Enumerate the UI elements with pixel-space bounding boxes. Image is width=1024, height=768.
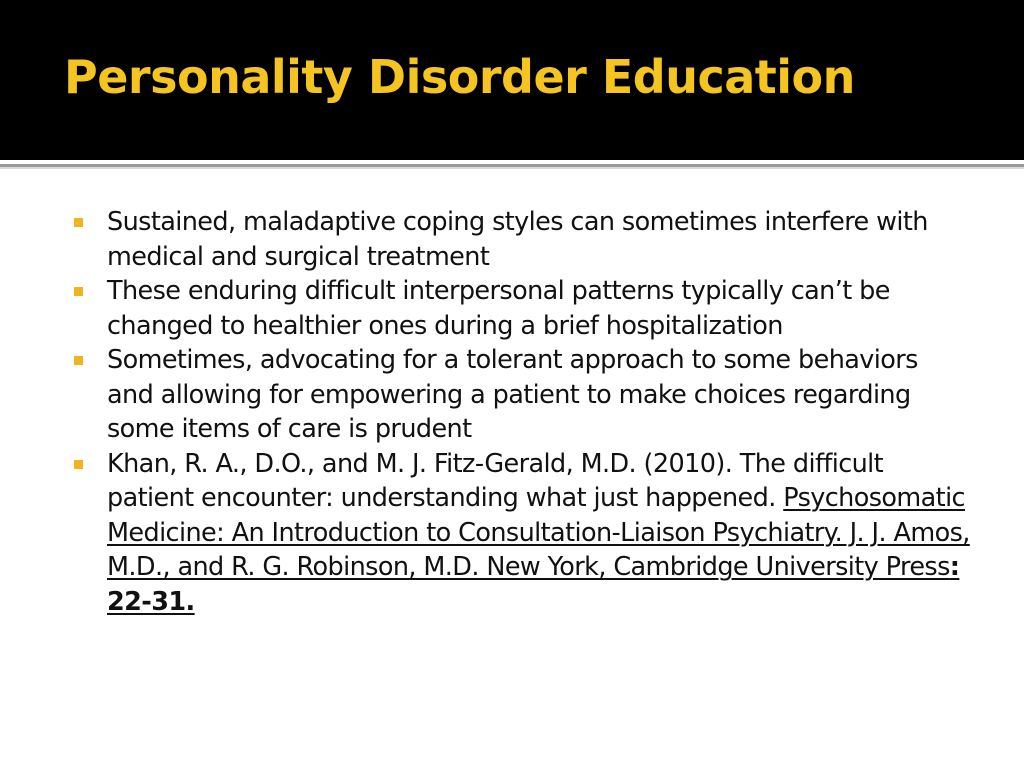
bullet-text: These enduring difficult interpersonal patterns typically can’t be changed to healthier ones during a brief hospitalization [107, 276, 890, 341]
title-divider-bottom [0, 167, 1024, 169]
bullet-item-interpersonal-patterns [70, 274, 970, 343]
reference-pages: : 22-31. [107, 552, 960, 617]
bullet-text: Sustained, maladaptive coping styles can sometimes interfere with medical and surgical treatment [107, 207, 928, 272]
bullet-item-coping-styles [70, 205, 970, 274]
title-bar [0, 0, 1024, 160]
square-bullet-icon [74, 287, 83, 296]
square-bullet-icon [74, 356, 83, 365]
reference-book-link[interactable]: Psychosomatic Medicine: An Introduction to Consultation-Liaison Psychiatry. J. J. Amos, M.D., and R. G. Robinson, M.D. New York, Cambridge University Press [107, 483, 970, 582]
slide-title: Personality Disorder Education [64, 50, 855, 104]
square-bullet-icon [74, 218, 83, 227]
bullet-text: Sometimes, advocating for a tolerant approach to some behaviors and allowing for empowering a patient to make choices regarding some items of care is prudent [107, 345, 918, 444]
square-bullet-icon [74, 460, 83, 469]
bullet-list [70, 205, 970, 619]
bullet-item-tolerant-approach [70, 343, 970, 447]
bullet-item-reference [70, 447, 970, 620]
reference-citation: Khan, R. A., D.O., and M. J. Fitz-Gerald, M.D. (2010). The difficult patient encounter: understanding what just happened. [107, 448, 884, 513]
